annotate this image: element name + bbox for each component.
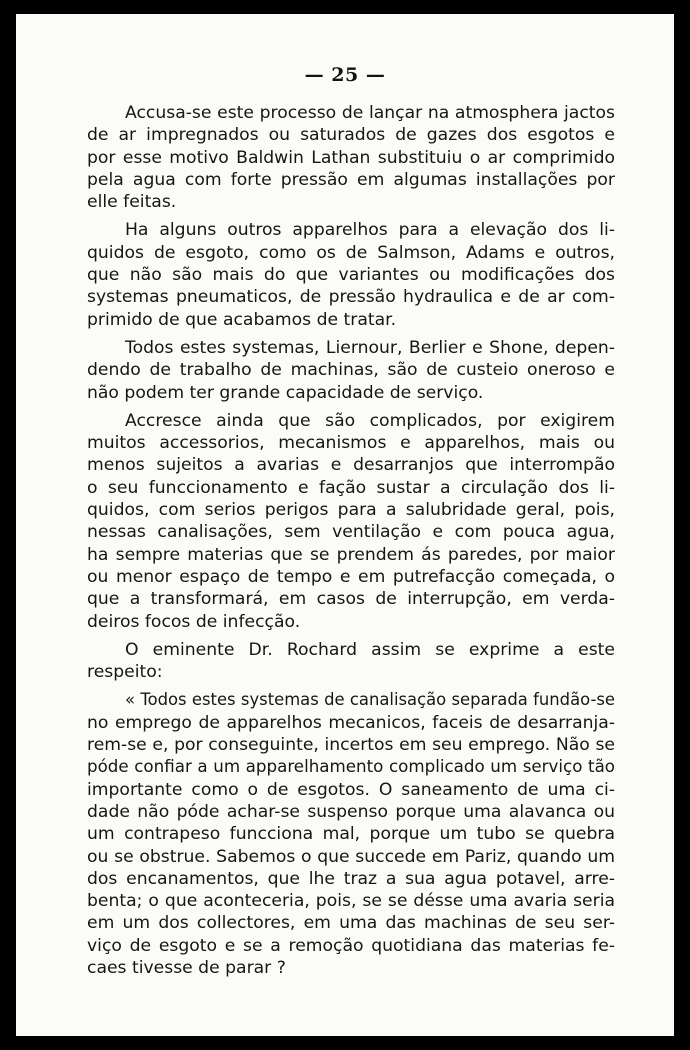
book-page (16, 14, 674, 1036)
paragraph-2 (87, 219, 615, 330)
text-line: « Todos estes systemas de canalisação separada fundão-se (125, 690, 615, 710)
text-line: dendo de trabalho de machinas, são de custeio oneroso e (87, 360, 615, 381)
text-line: ha sempre materias que se prendem ás paredes, por maior (87, 544, 615, 565)
text-line: primido de que acabamos de tratar. (87, 309, 397, 330)
text-line: menos sujeitos a avarias e desarranjos que interrompão (87, 455, 615, 476)
paragraph-5 (87, 639, 615, 684)
text-line: systemas pneumaticos, de pressão hydraulica e de ar com- (87, 287, 615, 308)
text-line: Ha alguns outros apparelhos para a elevação dos li- (125, 220, 615, 241)
text-line: Accresce ainda que são complicados, por exigirem (125, 410, 615, 431)
text-line: viço de esgoto e se a remoção quotidiana das materias fe- (87, 935, 615, 956)
text-line: Todos estes systemas, Liernour, Berlier e Shone, depen- (125, 337, 615, 358)
text-line: ou se obstrue. Sabemos o que succede em Pariz, quando um (87, 846, 615, 867)
paragraph-1 (87, 102, 615, 213)
text-line: que a transformará, em casos de interrupção, em verda- (87, 589, 615, 610)
text-line: dade não póde achar-se suspenso porque uma alavanca ou (87, 801, 615, 822)
text-line: respeito: (87, 662, 163, 683)
text-line: importante como o de esgotos. O saneamento de uma ci- (87, 779, 615, 800)
text-line: muitos accessorios, mecanismos e apparelhos, mais ou (87, 433, 615, 454)
text-line: elle feitas. (87, 192, 177, 213)
text-line: póde confiar a um apparelhamento complicado um serviço tão (87, 757, 615, 777)
text-line: benta; o que aconteceria, pois, se se désse uma avaria seria (87, 891, 615, 912)
text-line: rem-se e, por conseguinte, incertos em seu emprego. Não se (87, 735, 615, 756)
text-line: de ar impregnados ou saturados de gazes dos esgotos e (87, 125, 615, 146)
text-line: ou menor espaço de tempo e em putrefacção começada, o (87, 566, 615, 587)
paragraph-6-quotation (87, 689, 615, 979)
text-line: nessas canalisações, sem ventilação e com pouca agua, (87, 522, 615, 543)
text-line: em um dos collectores, em uma das machinas de seu ser- (87, 913, 615, 934)
text-line: que não são mais do que variantes ou modificações dos (87, 265, 615, 286)
text-line: por esse motivo Baldwin Lathan substituiu o ar comprimido (87, 147, 615, 168)
text-line: não podem ter grande capacidade de serviço. (87, 382, 484, 403)
text-line: no emprego de apparelhos mecanicos, faceis de desarranja- (87, 712, 615, 733)
text-line: pela agua com forte pressão em algumas installações por (87, 169, 615, 190)
text-line: um contrapeso funcciona mal, porque um tubo se quebra (87, 824, 615, 845)
paragraph-3 (87, 337, 615, 404)
text-line: dos encanamentos, que lhe traz a sua agua potavel, arre- (87, 868, 615, 889)
text-line: quidos de esgoto, como os de Salmson, Adams e outros, (87, 242, 615, 263)
text-line: quidos, com serios perigos para a salubridade geral, pois, (87, 500, 615, 521)
text-line: o seu funccionamento e fação sustar a circulação dos li- (87, 477, 615, 498)
text-line: deiros focos de infecção. (87, 611, 301, 632)
text-line: caes tivesse de parar ? (87, 957, 286, 978)
page-number: — 25 — (304, 64, 386, 86)
paragraph-4 (87, 410, 615, 633)
text-line: Accusa-se este processo de lançar na atmosphera jactos (125, 103, 615, 123)
text-line: O eminente Dr. Rochard assim se exprime a este (125, 639, 615, 660)
body-text (87, 102, 615, 985)
